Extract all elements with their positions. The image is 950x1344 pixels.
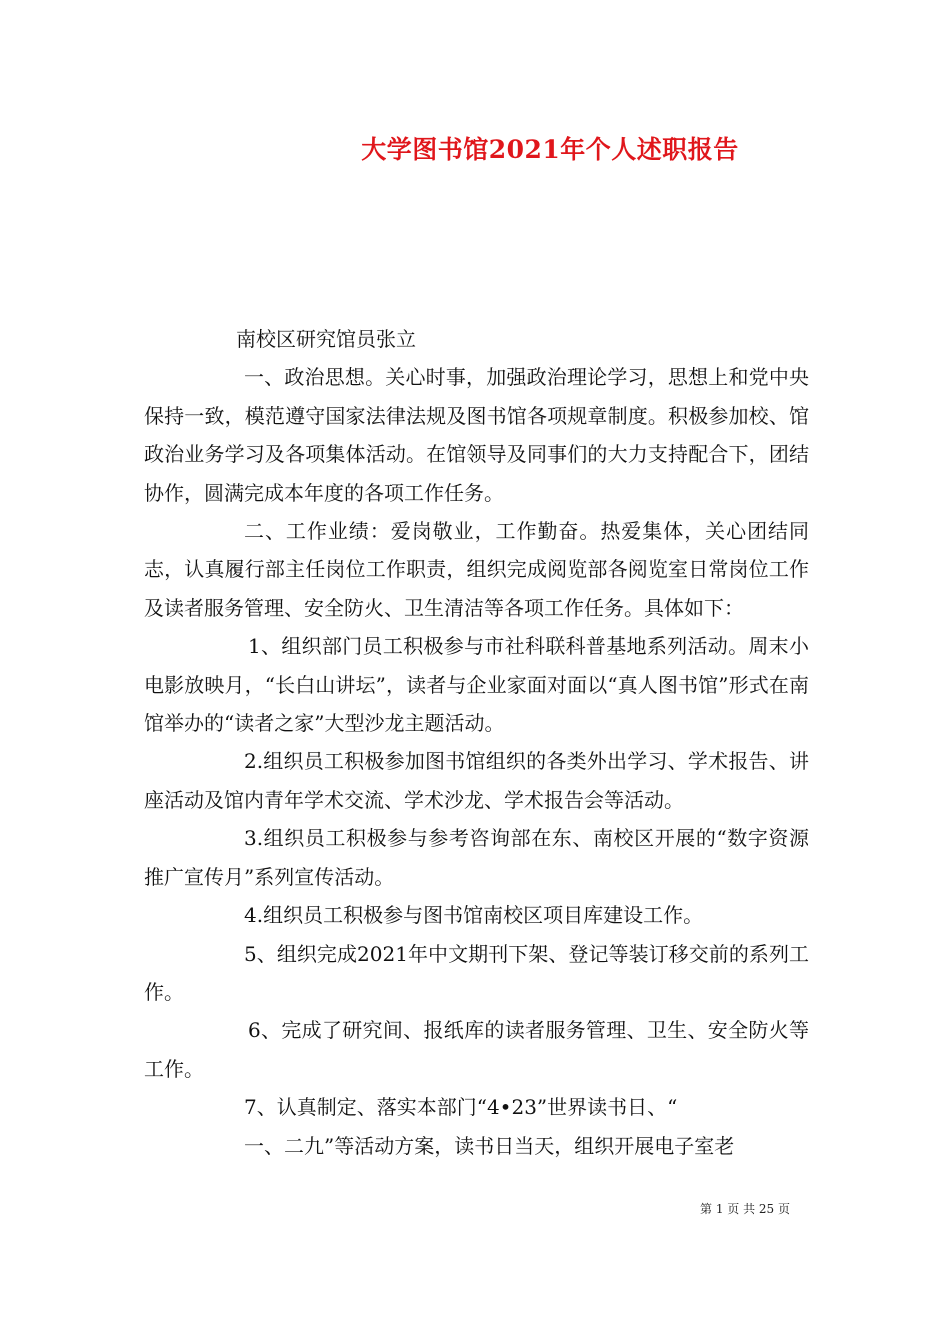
document-body	[144, 320, 809, 1165]
paragraph-political: 一、政治思想。关心时事，加强政治理论学习，思想上和党中央保持一致，模范遵守国家法律法规及图书馆各项规章制度。积极参加校、馆政治业务学习及各项集体活动。在馆领导及同事们的大力支持配合下，团结协作，圆满完成本年度的各项工作任务。	[144, 365, 809, 505]
paragraph-item-7: 7、认真制定、落实本部门“4•23”世界读书日、“	[244, 1095, 678, 1120]
page-number: 第 1 页 共 25 页	[700, 1202, 790, 1216]
paragraph-item-4: 4.组织员工积极参与图书馆南校区项目库建设工作。	[244, 903, 704, 928]
paragraph-item-3: 3.组织员工积极参与参考咨询部在东、南校区开展的“数字资源推广宣传月”系列宣传活动。	[144, 826, 809, 889]
paragraph-item-2: 2.组织员工积极参加图书馆组织的各类外出学习、学术报告、讲座活动及馆内青年学术交流、学术沙龙、学术报告会等活动。	[144, 749, 809, 812]
author-line: 南校区研究馆员张立	[236, 327, 416, 351]
paragraph-item-6: 6、完成了研究间、报纸库的读者服务管理、卫生、安全防火等工作。	[144, 1018, 809, 1081]
paragraph-item-1: 1、组织部门员工积极参与市社科联科普基地系列活动。周末小电影放映月，“长白山讲坛”，读者与企业家面对面以“真人图书馆”形式在南馆举办的“读者之家”大型沙龙主题活动。	[144, 634, 809, 736]
paragraph-item-7-continued: 一、二九”等活动方案，读书日当天，组织开展电子室老	[244, 1133, 735, 1158]
document-title: 大学图书馆2021年个人述职报告	[361, 135, 739, 164]
paragraph-work-performance: 二、工作业绩：爱岗敬业，工作勤奋。热爱集体，关心团结同志，认真履行部主任岗位工作职责，组织完成阅览部各阅览室日常岗位工作及读者服务管理、安全防火、卫生清洁等各项工作任务。具体如下：	[144, 519, 809, 620]
paragraph-item-5: 5、组织完成2021年中文期刊下架、登记等装订移交前的系列工作。	[144, 941, 809, 1004]
